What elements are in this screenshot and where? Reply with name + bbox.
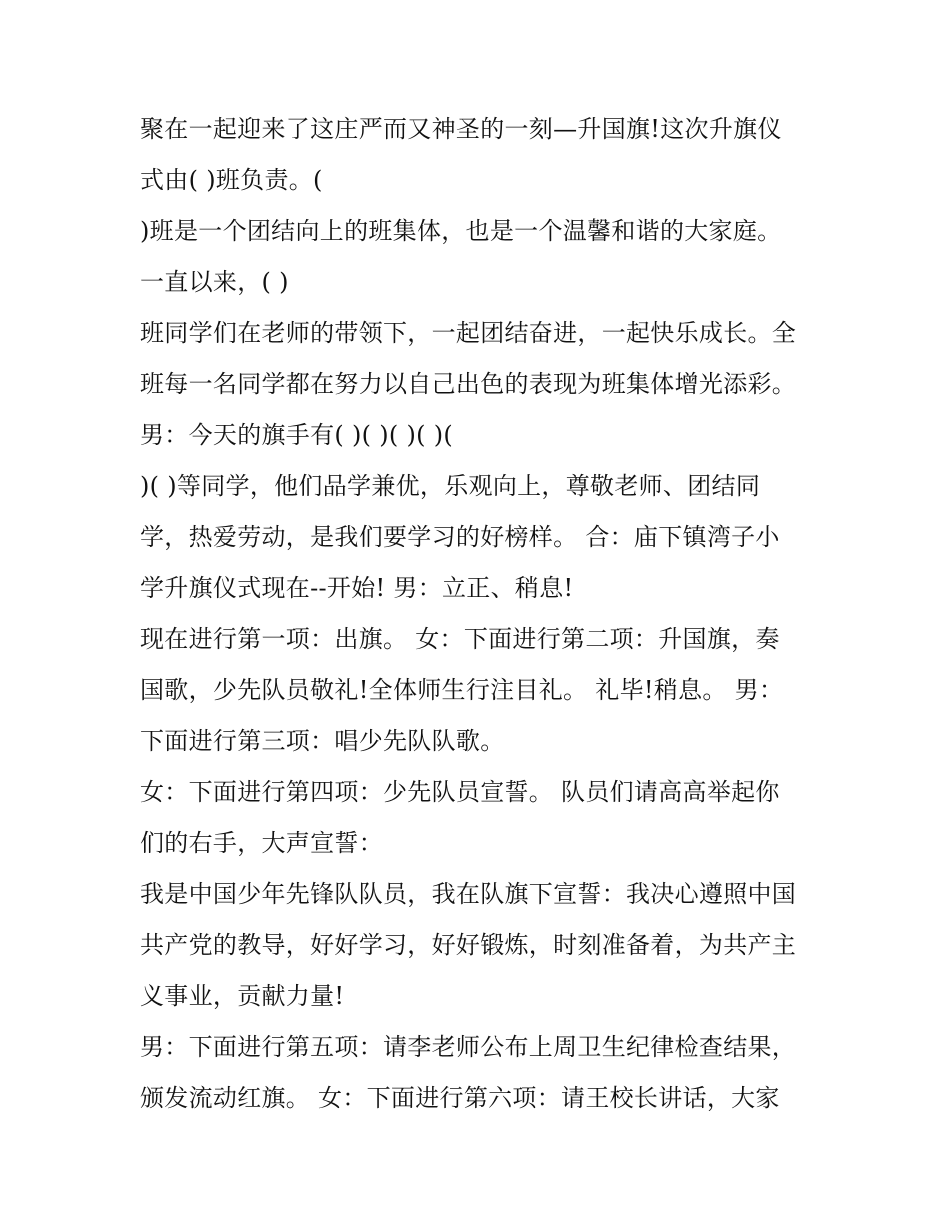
text-line-19: 男：下面进行第五项：请李老师公布上周卫生纪律检查结果，: [140, 1033, 797, 1061]
text-line-12: 国歌，少先队员敬礼!全体师生行注目礼。 礼毕!稍息。 男：: [140, 676, 784, 704]
text-line-16: 我是中国少年先锋队队员，我在队旗下宣誓：我决心遵照中国: [140, 880, 797, 908]
text-line-7: 男：今天的旗手有( )( )( )( )(: [140, 421, 454, 449]
text-line-2: 式由( )班负责。(: [140, 166, 323, 194]
text-line-17: 共产党的教导，好好学习，好好锻炼，时刻准备着，为共产主: [140, 931, 797, 959]
text-line-3: )班是一个团结向上的班集体，也是一个温馨和谐的大家庭。: [140, 217, 782, 245]
text-line-10: 学升旗仪式现在--开始! 男：立正、稍息!: [140, 574, 574, 602]
text-line-9: 学，热爱劳动，是我们要学习的好榜样。 合：庙下镇湾子小: [140, 523, 780, 551]
text-line-11: 现在进行第一项：出旗。 女：下面进行第二项：升国旗，奏: [140, 625, 780, 653]
text-line-18: 义事业，贡献力量!: [140, 982, 345, 1010]
text-line-20: 颁发流动红旗。 女：下面进行第六项：请王校长讲话，大家: [140, 1084, 780, 1112]
text-line-14: 女：下面进行第四项：少先队员宣誓。 队员们请高高举起你: [140, 778, 780, 806]
text-line-4: 一直以来，( ): [140, 268, 289, 296]
text-line-6: 班每一名同学都在努力以自己出色的表现为班集体增光添彩。: [140, 370, 797, 398]
text-line-5: 班同学们在老师的带领下，一起团结奋进，一起快乐成长。全: [140, 319, 797, 347]
text-line-15: 们的右手，大声宣誓：: [140, 829, 383, 857]
text-line-13: 下面进行第三项：唱少先队队歌。: [140, 727, 505, 755]
text-line-8: )( )等同学，他们品学兼优，乐观向上，尊敬老师、团结同: [140, 472, 761, 500]
body-text: [140, 104, 830, 1124]
text-line-1: 聚在一起迎来了这庄严而又神圣的一刻—升国旗!这次升旗仪: [140, 115, 782, 143]
